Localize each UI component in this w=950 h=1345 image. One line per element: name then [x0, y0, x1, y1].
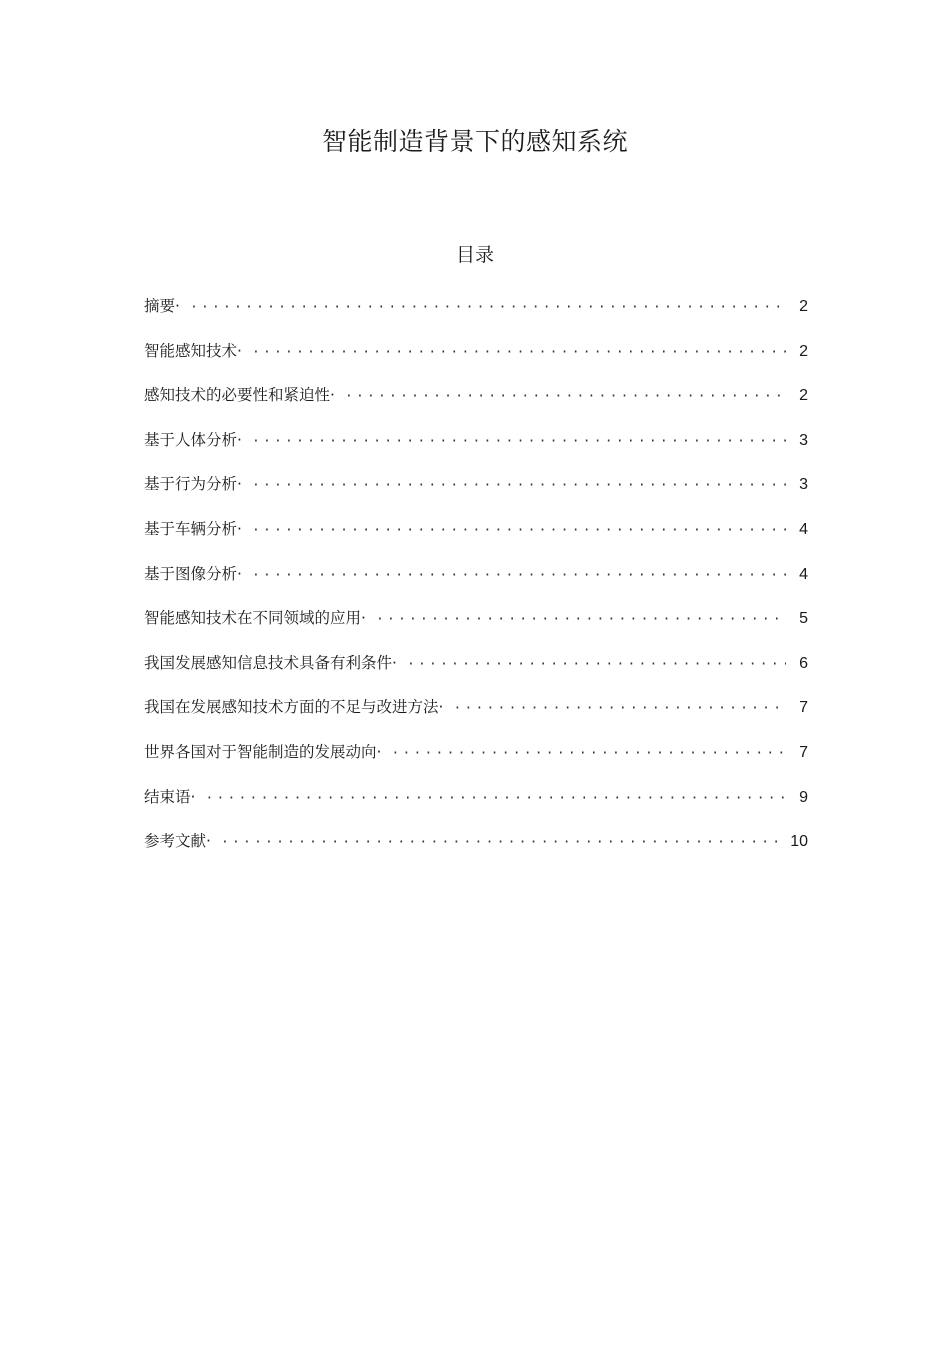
toc-entry-label: 感知技术的必要性和紧迫性· [144, 386, 335, 405]
toc-entry[interactable] [144, 428, 808, 473]
toc-dot-leader [221, 835, 782, 850]
toc-entry[interactable] [144, 606, 808, 651]
toc-dot-leader [252, 434, 786, 449]
toc-dot-leader [376, 612, 786, 627]
toc-dot-leader [345, 389, 786, 404]
toc-entry-page: 2 [799, 387, 808, 405]
toc-entry-label: 我国发展感知信息技术具备有利条件· [144, 653, 397, 672]
toc-dot-leader [252, 568, 786, 583]
toc-entry-page: 3 [799, 431, 808, 449]
toc-dot-leader [407, 657, 786, 672]
toc-entry-label: 智能感知技术· [144, 341, 242, 360]
toc-entry-label: 基于图像分析· [144, 564, 242, 583]
toc-entry-label: 参考文献· [144, 832, 211, 851]
toc-entry[interactable] [144, 651, 808, 696]
toc-entry[interactable] [144, 339, 808, 384]
document-title: 智能制造背景下的感知系统 [321, 127, 628, 156]
toc-dot-leader [391, 746, 786, 761]
toc-entry-page: 3 [799, 476, 808, 494]
toc-dot-leader [252, 345, 786, 360]
toc-entry-page: 2 [799, 342, 808, 360]
toc-entry[interactable] [144, 740, 808, 785]
toc-entry-page: 4 [799, 565, 808, 583]
toc-entry-page: 7 [799, 743, 808, 761]
toc-entry-page: 6 [799, 654, 808, 672]
toc-dot-leader [205, 791, 786, 806]
toc-entry[interactable] [144, 517, 808, 562]
toc-entry-page: 5 [799, 610, 808, 628]
toc-dot-leader [252, 523, 786, 538]
toc-entry-page: 7 [799, 699, 808, 717]
toc-entry-label: 我国在发展感知技术方面的不足与改进方法· [144, 698, 444, 717]
toc-entry-page: 9 [799, 788, 808, 806]
toc-entry[interactable] [144, 383, 808, 428]
toc-heading: 目录 [455, 244, 494, 266]
toc-entry-label: 世界各国对于智能制造的发展动向· [144, 742, 382, 761]
toc-entry-page: 10 [790, 833, 808, 851]
toc-entry[interactable] [144, 562, 808, 607]
toc-entry-label: 智能感知技术在不同领域的应用· [144, 609, 366, 628]
toc-entry-label: 结束语· [144, 787, 196, 806]
table-of-contents [144, 294, 808, 874]
toc-entry[interactable] [144, 829, 808, 874]
toc-entry-label: 摘要· [144, 297, 180, 315]
toc-dot-leader [190, 300, 786, 315]
toc-entry[interactable] [144, 472, 808, 517]
toc-entry-page: 2 [799, 298, 808, 315]
toc-entry[interactable] [144, 695, 808, 740]
toc-entry-label: 基于人体分析· [144, 430, 242, 449]
toc-entry-label: 基于行为分析· [144, 475, 242, 494]
toc-entry[interactable] [144, 294, 808, 339]
toc-entry-page: 4 [799, 520, 808, 538]
toc-entry-label: 基于车辆分析· [144, 519, 242, 538]
toc-dot-leader [453, 701, 786, 716]
toc-entry[interactable] [144, 785, 808, 830]
toc-dot-leader [252, 478, 786, 493]
